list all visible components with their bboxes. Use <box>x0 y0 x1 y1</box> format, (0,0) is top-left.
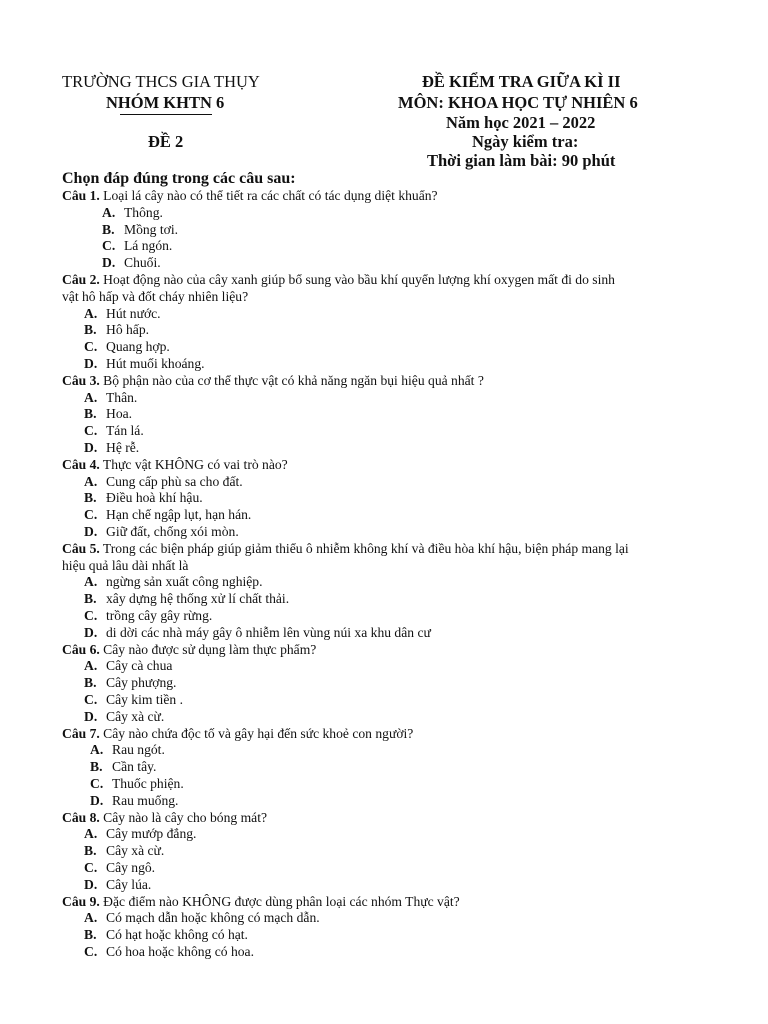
option-label: B. <box>84 591 97 607</box>
answer-option <box>84 625 764 642</box>
answer-option <box>84 322 764 339</box>
option-text: Quang hợp. <box>106 339 170 355</box>
question-1 <box>62 188 742 205</box>
option-label: B. <box>84 406 97 422</box>
option-label: D. <box>84 876 98 892</box>
question-9 <box>62 894 742 911</box>
option-label: B. <box>84 490 97 506</box>
exam-code: ĐỀ 2 <box>148 132 184 151</box>
answer-option <box>84 390 764 407</box>
option-label: C. <box>90 776 104 791</box>
option-text: Có mạch dẫn hoặc không có mạch dẫn. <box>106 910 320 926</box>
answer-option <box>84 675 764 692</box>
option-text: Cây phượng. <box>106 675 177 691</box>
option-text: Cần tây. <box>112 759 157 775</box>
answer-option <box>84 860 764 877</box>
option-text: Hoa. <box>106 406 133 422</box>
answer-option <box>84 826 764 843</box>
exam-date: Ngày kiểm tra: <box>472 132 579 151</box>
option-label: C. <box>84 860 98 875</box>
option-label: B. <box>102 221 115 237</box>
question-number: Câu 4. <box>62 456 100 472</box>
option-label: B. <box>84 322 97 338</box>
question-number: Câu 6. <box>62 641 100 657</box>
option-text: Chuối. <box>124 255 161 271</box>
option-text: Mồng tơi. <box>124 221 179 237</box>
option-label: C. <box>102 238 116 254</box>
option-label: C. <box>84 608 98 623</box>
answer-option <box>84 406 764 423</box>
question-7 <box>62 726 742 743</box>
option-text: Cây kim tiền . <box>106 692 184 707</box>
answer-option <box>84 910 764 927</box>
option-text: Thuốc phiện. <box>112 776 184 791</box>
answer-option <box>102 255 768 272</box>
option-text: Có hoa hoặc không có hoa. <box>106 944 254 959</box>
question-number: Câu 8. <box>62 809 100 825</box>
option-label: C. <box>84 944 98 959</box>
question-text: Thực vật KHÔNG có vai trò nào? <box>99 456 288 472</box>
question-text-continued: vật hô hấp và đốt cháy nhiên liệu? <box>62 288 249 304</box>
option-label: D. <box>84 624 98 640</box>
answer-option <box>84 356 764 373</box>
option-label: D. <box>84 356 98 371</box>
answer-option <box>84 524 764 541</box>
option-label: A. <box>90 742 104 758</box>
option-text: Cây xà cừ. <box>106 708 165 724</box>
option-label: D. <box>102 255 116 271</box>
answer-option <box>84 658 764 675</box>
answer-option <box>84 944 764 961</box>
question-6 <box>62 642 742 659</box>
answer-option <box>84 692 764 709</box>
option-text: xây dựng hệ thống xử lí chất thải. <box>106 591 290 607</box>
question-2 <box>62 272 742 289</box>
option-label: A. <box>84 574 98 590</box>
question-text: Bộ phận nào của cơ thể thực vật có khả năng ngăn bụi hiệu quả nhất ? <box>99 372 484 388</box>
school-name: TRƯỜNG THCS GIA THỤY <box>62 72 260 91</box>
question-number: Câu 5. <box>62 540 100 556</box>
option-label: A. <box>84 658 98 674</box>
option-text: Cây xà cừ. <box>106 843 165 859</box>
answer-option <box>90 776 768 793</box>
question-5 <box>62 541 742 558</box>
instruction: Chọn đáp đúng trong các câu sau: <box>62 170 296 187</box>
answer-option <box>90 793 768 810</box>
answer-option <box>84 440 764 457</box>
question-text: Trong các biện pháp giúp giảm thiểu ô nhiễm không khí và điều hòa khí hậu, biện pháp mang lại <box>99 540 629 556</box>
option-label: D. <box>84 524 98 539</box>
option-label: C. <box>84 339 98 355</box>
option-text: Hệ rễ. <box>106 440 140 455</box>
answer-option <box>84 507 764 524</box>
option-text: Điều hoà khí hậu. <box>106 490 203 506</box>
header-underline <box>120 114 212 115</box>
answer-option <box>102 222 768 239</box>
subject-title: MÔN: KHOA HỌC TỰ NHIÊN 6 <box>398 93 638 112</box>
answer-option <box>84 843 764 860</box>
question-text: Hoạt động nào của cây xanh giúp bổ sung vào bầu khí quyển lượng khí oxygen mất đi do sinh <box>99 272 615 287</box>
option-label: A. <box>84 389 98 405</box>
option-label: D. <box>84 440 98 455</box>
answer-option <box>84 423 764 440</box>
option-text: Cây ngô. <box>106 860 156 875</box>
answer-option <box>84 709 764 726</box>
answer-option <box>84 927 764 944</box>
option-label: D. <box>84 708 98 724</box>
answer-option <box>84 574 764 591</box>
question-text: Cây nào chứa độc tố và gây hại đến sức khoẻ con người? <box>99 725 414 741</box>
question-8 <box>62 810 742 827</box>
option-label: B. <box>84 675 97 691</box>
answer-option <box>84 474 764 491</box>
option-text: Cây cà chua <box>106 658 173 674</box>
answer-option <box>90 759 768 776</box>
option-text: Cây lúa. <box>106 876 152 892</box>
option-text: Giữ đất, chống xói mòn. <box>106 524 239 539</box>
option-label: B. <box>90 759 103 775</box>
option-text: Hô hấp. <box>106 322 150 338</box>
option-text: Rau ngót. <box>112 742 165 758</box>
question-text: Đặc điểm nào KHÔNG được dùng phân loại các nhóm Thực vật? <box>99 893 460 909</box>
option-label: B. <box>84 927 97 943</box>
option-label: D. <box>90 792 104 808</box>
answer-option <box>84 339 764 356</box>
question-number: Câu 7. <box>62 725 100 741</box>
option-label: C. <box>84 507 98 523</box>
option-text: Rau muống. <box>112 792 179 808</box>
option-text: Hút nước. <box>106 305 161 321</box>
answer-option <box>90 742 768 759</box>
answer-option <box>84 591 764 608</box>
option-label: A. <box>84 910 98 926</box>
answer-option <box>102 238 768 255</box>
option-text: di dời các nhà máy gây ô nhiễm lên vùng núi xa khu dân cư <box>106 624 431 640</box>
answer-option <box>84 306 764 323</box>
option-text: ngừng sản xuất công nghiệp. <box>106 574 263 590</box>
option-text: Thân. <box>106 389 138 405</box>
question-text: Loại lá cây nào có thể tiết ra các chất có tác dụng diệt khuẩn? <box>99 188 438 203</box>
option-text: trồng cây gây rừng. <box>106 608 213 623</box>
answer-option <box>84 608 764 625</box>
school-year: Năm học 2021 – 2022 <box>446 113 596 132</box>
option-label: A. <box>84 305 98 321</box>
option-text: Thông. <box>124 204 163 220</box>
question-number: Câu 2. <box>62 272 100 287</box>
question-number: Câu 9. <box>62 893 100 909</box>
question-text-continued: hiệu quả lâu dài nhất là <box>62 557 189 573</box>
option-text: Hút muối khoáng. <box>106 356 205 371</box>
question-3 <box>62 373 742 390</box>
option-text: Có hạt hoặc không có hạt. <box>106 927 248 943</box>
answer-option <box>84 877 764 894</box>
option-text: Lá ngón. <box>124 238 173 254</box>
option-label: A. <box>84 473 98 489</box>
option-label: C. <box>84 692 98 707</box>
question-4 <box>62 457 742 474</box>
exam-title: ĐỀ KIỂM TRA GIỮA KÌ II <box>422 72 621 91</box>
option-text: Cây mướp đắng. <box>106 826 197 842</box>
question-text: Cây nào được sử dụng làm thực phẩm? <box>99 641 317 657</box>
question-text: Cây nào là cây cho bóng mát? <box>99 809 268 825</box>
option-label: A. <box>84 826 98 842</box>
answer-option <box>102 205 768 222</box>
option-label: C. <box>84 423 98 439</box>
exam-duration: Thời gian làm bài: 90 phút <box>427 151 616 170</box>
option-text: Tán lá. <box>106 423 144 439</box>
question-number: Câu 1. <box>62 188 100 203</box>
option-label: B. <box>84 843 97 859</box>
answer-option <box>84 490 764 507</box>
option-label: A. <box>102 204 116 220</box>
option-text: Cung cấp phù sa cho đất. <box>106 473 243 489</box>
option-text: Hạn chế ngập lụt, hạn hán. <box>106 507 252 523</box>
question-number: Câu 3. <box>62 372 100 388</box>
group-name: NHÓM KHTN 6 <box>106 93 225 112</box>
